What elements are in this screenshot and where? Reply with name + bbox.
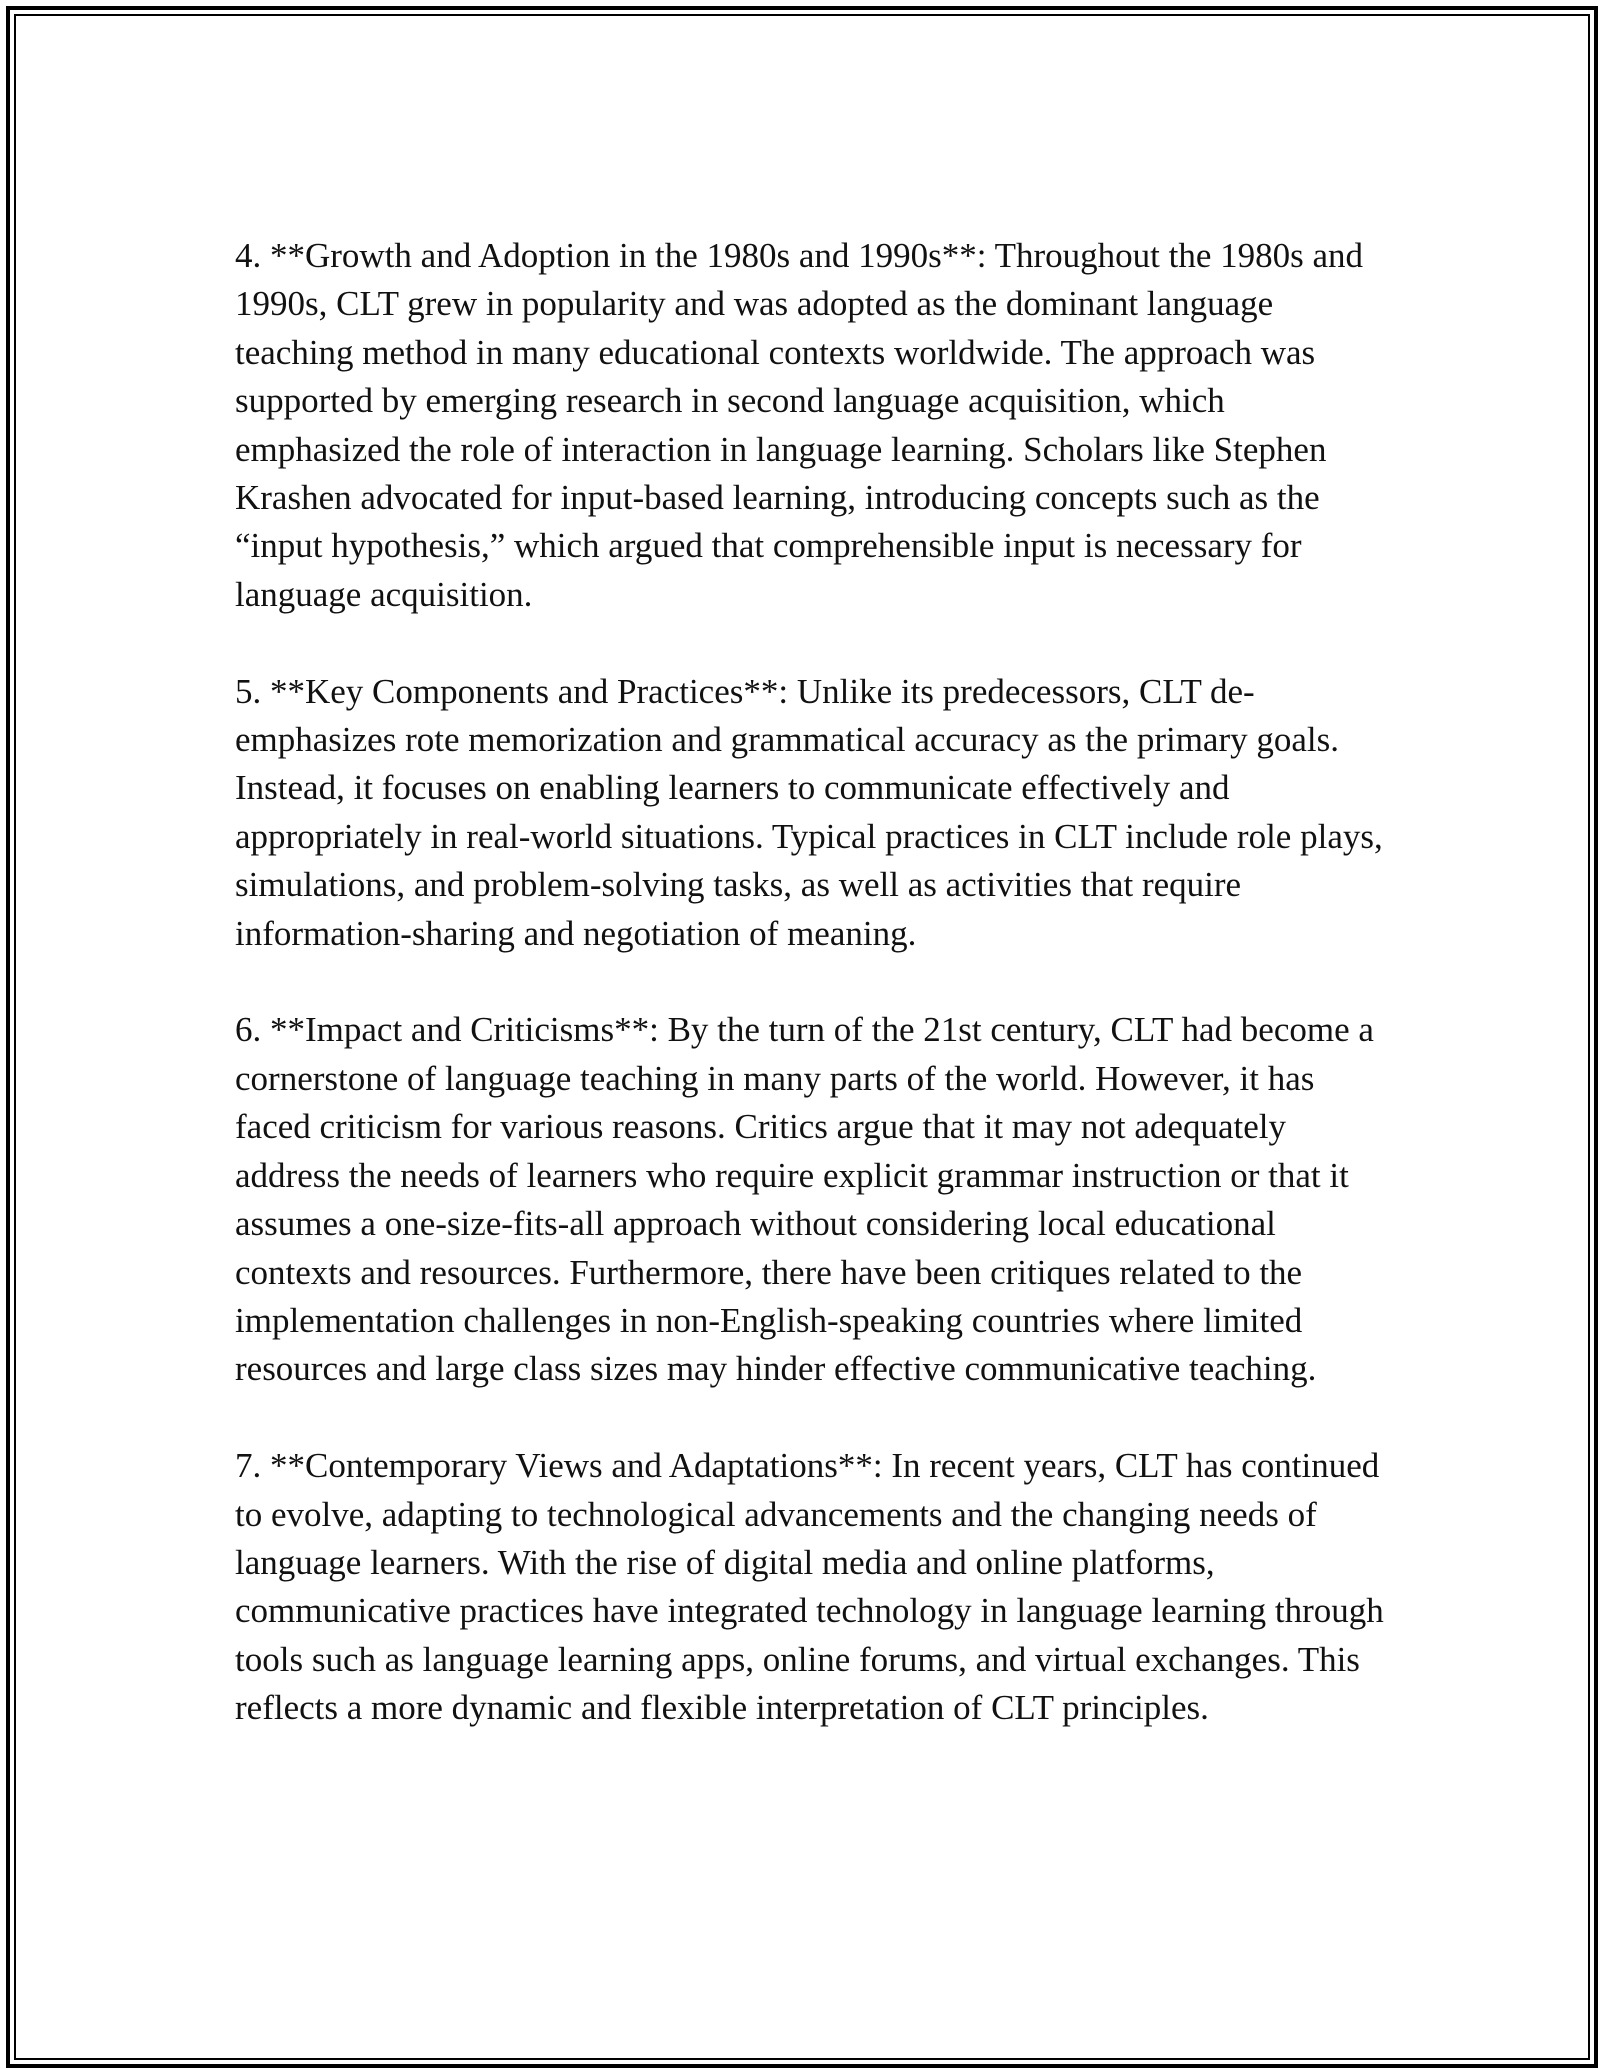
- paragraph-key-components: 5. **Key Components and Practices**: Unlike its predecessors, CLT de-emphasizes rote memorization and grammatical accuracy as the primary goals. Instead, it focuses on enabling learners to communicate effectively and appropriately in real-world situations. Typical practices in CLT include role plays, simulations, and problem-solving tasks, as well as activities that require information-sharing and negotiation of meaning.: [235, 671, 1383, 953]
- paragraph-growth-and-adoption: 4. **Growth and Adoption in the 1980s and 1990s**: Throughout the 1980s and 1990s, CLT grew in popularity and was adopted as the dominant language teaching method in many educational contexts worldwide. The approach was supported by emerging research in second language acquisition, which emphasized the role of interaction in language learning. Scholars like Stephen Krashen advocated for input-based learning, introducing concepts such as the “input hypothesis,” which argued that comprehensible input is necessary for language acquisition.: [235, 236, 1364, 614]
- paragraph-contemporary-views: 7. **Contemporary Views and Adaptations**: In recent years, CLT has continued to evolve, adapting to technological advancements and the changing needs of language learners. With the rise of digital media and online platforms, communicative practices have integrated technology in language learning through tools such as language learning apps, online forums, and virtual exchanges. This reflects a more dynamic and flexible interpretation of CLT principles.: [235, 1446, 1384, 1728]
- paragraph-impact-and-criticisms: 6. **Impact and Criticisms**: By the turn of the 21st century, CLT had become a cornerstone of language teaching in many parts of the world. However, it has faced criticism for various reasons. Critics argue that it may not adequately address the needs of learners who require explicit grammar instruction or that it assumes a one-size-fits-all approach without considering local educational contexts and resources. Furthermore, there have been critiques related to the implementation challenges in non-English-speaking countries where limited resources and large class sizes may hinder effective communicative teaching.: [235, 1010, 1374, 1389]
- document-body: [235, 232, 1385, 1733]
